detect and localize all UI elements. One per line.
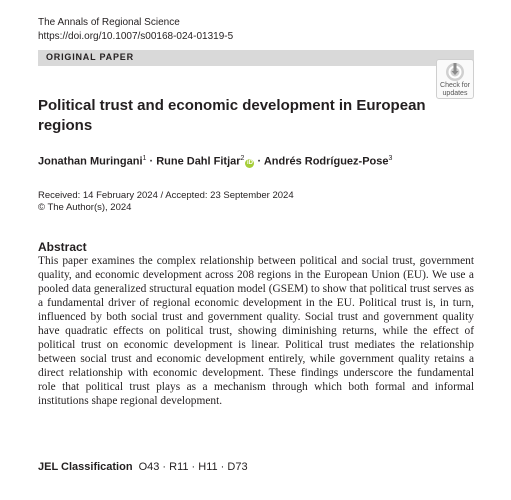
author-separator: · xyxy=(146,155,157,168)
author-affiliation: 3 xyxy=(388,155,393,162)
paper-title: Political trust and economic development in European regions xyxy=(38,97,426,134)
check-for-updates-icon xyxy=(445,62,465,82)
author-affiliation: 1 xyxy=(142,155,147,162)
updates-label-line2: updates xyxy=(442,90,468,97)
orcid-icon[interactable]: iD xyxy=(246,159,253,166)
doi-link[interactable]: https://doi.org/10.1007/s00168-024-01319-5 xyxy=(38,31,234,42)
author-affiliation: 2 xyxy=(240,155,245,162)
abstract-text: This paper examines the complex relationship between political and social trust, government quality, and economic development across 208 regions in the European Union (EU). We use a pooled data generalized structural equation model (GSEM) to show that political trust serves as a fundamental driver of regional economic development in the EU. Political trust is, in turn, influenced by both social trust and government quality. Social trust and government quality have quadratic effects on political trust, showing diminishing returns, while the effect of political trust on economic development is linear. Political trust mediates the relationship between social trust and economic development entirely, while government quality retains a direct relationship with economic development. These findings underscore the fundamental role that political trust plays as a mechanism through which both formal and informal institutions shape regional development. xyxy=(38,255,474,407)
paper-type-label: ORIGINAL PAPER xyxy=(46,52,134,62)
jel-codes: O43 · R11 · H11 · D73 xyxy=(138,461,248,473)
abstract-heading: Abstract xyxy=(38,240,87,254)
author-name[interactable]: Andrés Rodríguez-Pose xyxy=(263,155,389,168)
jel-classification xyxy=(38,460,248,474)
journal-name: The Annals of Regional Science xyxy=(38,17,180,28)
check-for-updates-badge[interactable] xyxy=(436,59,474,99)
author-list xyxy=(38,152,392,169)
author-separator: · xyxy=(254,155,264,168)
jel-label: JEL Classification xyxy=(38,461,133,473)
updates-label-line1: Check for xyxy=(440,82,470,89)
paper-type-bar xyxy=(38,50,474,66)
author-name[interactable]: Rune Dahl Fitjar xyxy=(156,155,241,168)
check-for-updates-label xyxy=(437,82,473,98)
publication-dates: Received: 14 February 2024 / Accepted: 23 September 2024 xyxy=(38,190,294,201)
copyright-notice: © The Author(s), 2024 xyxy=(38,202,132,213)
author-name[interactable]: Jonathan Muringani xyxy=(38,155,143,168)
